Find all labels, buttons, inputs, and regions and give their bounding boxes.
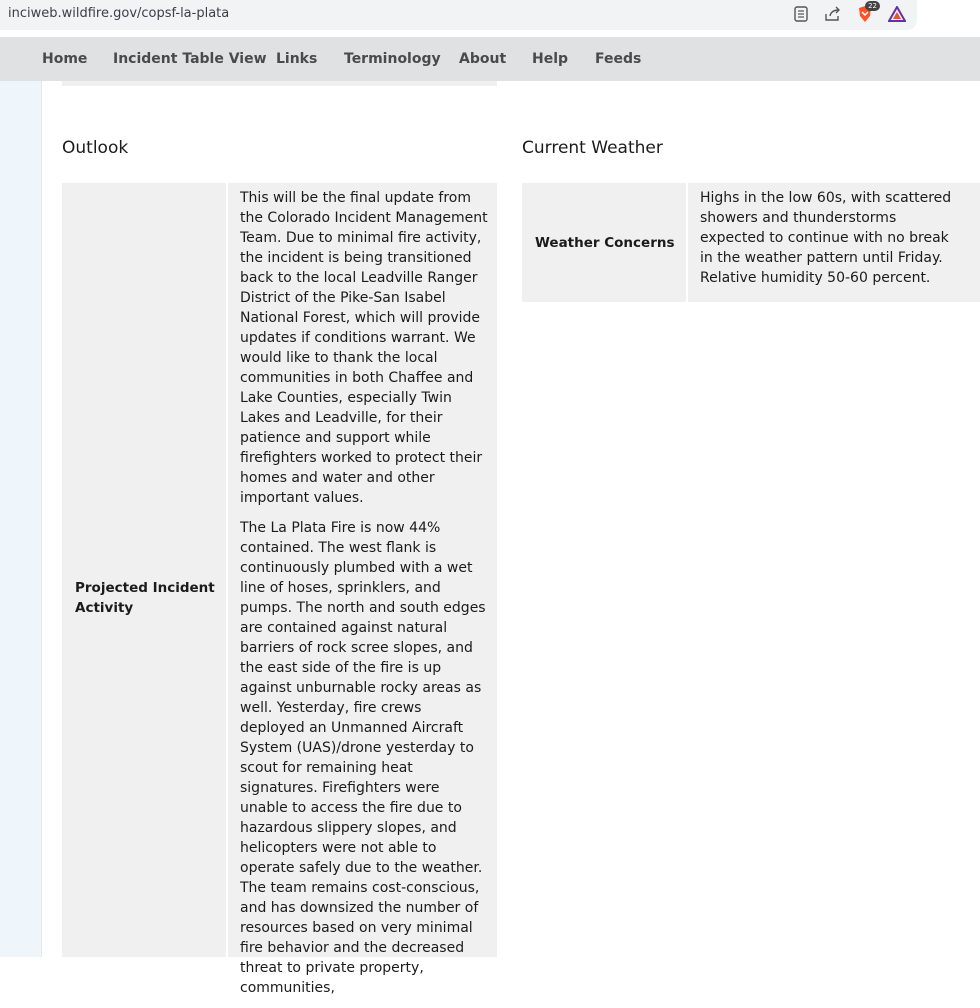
address-bar-icons (791, 4, 907, 24)
nav-terminology[interactable]: Terminology (344, 51, 441, 67)
projected-incident-activity-label-cell (62, 183, 226, 957)
nav-home[interactable]: Home (42, 51, 88, 67)
reader-mode-icon[interactable] (791, 4, 811, 24)
nav-incident-table-view[interactable]: Incident Table View (113, 51, 267, 67)
brave-shield-icon[interactable] (855, 4, 875, 24)
brave-rewards-icon[interactable] (887, 4, 907, 24)
nav-links[interactable]: Links (276, 51, 318, 67)
nav-feeds[interactable]: Feeds (595, 51, 642, 67)
nav-about[interactable]: About (459, 51, 507, 67)
left-sidebar (0, 81, 42, 957)
current-weather-heading: Current Weather (522, 138, 663, 158)
projected-incident-activity-text (240, 188, 490, 1008)
outlook-heading: Outlook (62, 138, 129, 158)
weather-concerns-label: Weather Concerns (535, 235, 675, 251)
outlook-paragraph: This will be the final update from the Colorado Incident Management Team. Due to minimal fire activity, the incident is being transitioned back to the local Leadville Ranger District of the Pike-San Isabel National Forest, which will provide updates if conditions warrant. We would like to thank the local communities in both Chaffee and Lake Counties, especially Twin Lakes and Leadville, for their patience and support while firefighters worked to protect their homes and water and other important values. (240, 190, 488, 506)
weather-concerns-text: Highs in the low 60s, with scattered showers and thunderstorms expected to continue with no break in the weather pattern until Friday. Relative humidity 50-60 percent. (700, 190, 952, 286)
projected-incident-activity-label: Projected Incident Activity (75, 580, 215, 616)
shield-badge: 22 (865, 1, 880, 11)
url-text[interactable]: inciweb.wildfire.gov/copsf-la-plata (8, 6, 230, 21)
site-navigation (0, 37, 980, 81)
share-icon[interactable] (823, 4, 843, 24)
nav-help[interactable]: Help (532, 51, 569, 67)
outlook-paragraph: The La Plata Fire is now 44% contained. The west flank is continuously plumbed with a wet line of hoses, sprinklers, and pumps. The north and south edges are contained against natural barriers of rock scree slopes, and the east side of the fire is up against unburnable rocky areas as well. Yesterday, fire crews deployed an Unmanned Aircraft System (UAS)/drone yesterday to scout for remaining heat signatures. Firefighters were unable to access the fire due to hazardous slippery slopes, and helicopters were not able to operate safely due to the weather. The team remains cost-conscious, and has downsized the number of resources based on very minimal fire behavior and the decreased threat to private property, communities, (240, 520, 486, 996)
address-bar[interactable] (0, 0, 917, 30)
weather-concerns-label-cell (522, 183, 686, 302)
previous-table-bottom (62, 81, 497, 86)
projected-incident-activity-cell (228, 183, 497, 996)
weather-concerns-cell (688, 183, 980, 302)
